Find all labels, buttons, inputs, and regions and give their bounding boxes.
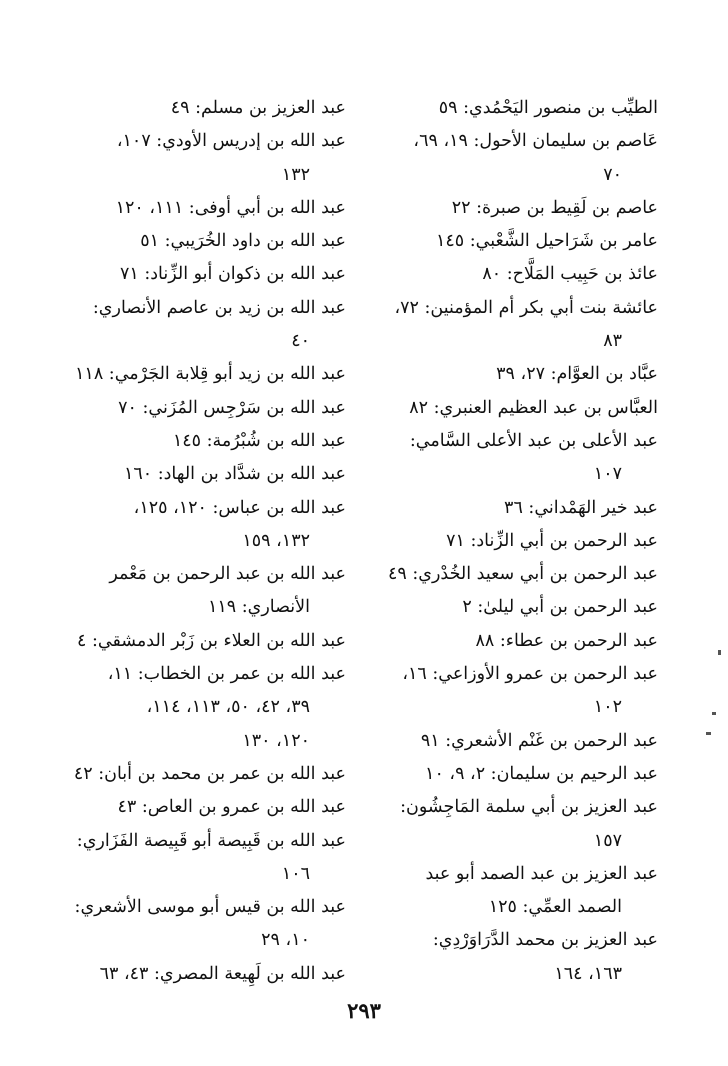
entry-text: الطيِّب بن منصور اليَحْمُدي: ٥٩ [438,98,658,118]
index-entry [64,258,346,291]
entry-continuation: ١٦٣، ١٦٤ [554,963,622,984]
entry-text: عائشة بنت أبي بكر أم المؤمنين: ٧٢، [394,297,658,318]
entry-text: عامر بن شَرَاحيل الشَّعْبي: ١٤٥ [436,231,658,252]
entry-text: عبد الله بن أبي أوفى: ١١١، ١٢٠ [115,197,346,218]
index-column-left [64,92,346,991]
entry-text: عبد الله بن عمرو بن العاص: ٤٣ [117,797,346,818]
index-entry [376,758,658,791]
entry-continuation: ١٣٢، ١٥٩ [242,530,310,551]
entry-continuation: ١٠، ٢٩ [261,930,310,951]
index-entry [376,492,658,525]
entry-text: عبد الله بن العلاء بن زَبْر الدمشقي: ٤ [77,630,346,651]
index-entry [64,458,346,491]
index-entry [64,891,346,958]
entry-text: عبد الرحمن بن غَنْم الأشعري: ٩١ [420,730,658,751]
entry-text: عبد العزيز بن مسلم: ٤٩ [170,98,346,118]
entry-continuation: ١٠٧ [593,464,622,485]
index-entry [376,92,658,125]
entry-text: عبد الله بن داود الخُرَيبي: ٥١ [140,231,346,252]
entry-continuation: ١٠٢ [593,697,622,718]
entry-continuation: ١٠٦ [281,863,310,884]
entry-text: عاصم بن لَقِيط بن صبرة: ٢٢ [451,197,658,218]
index-entry [64,292,346,359]
entry-text: عبد الله بن لَهِيعة المصري: ٤٣، ٦٣ [99,963,346,984]
scan-speck [706,732,711,735]
index-entry [376,658,658,725]
index-entry [64,225,346,258]
entry-continuation: ٨٣ [603,331,622,352]
index-entry [376,258,658,291]
index-entry [64,192,346,225]
index-entry [64,958,346,991]
entry-text: عبَّاد بن العوَّام: ٢٧، ٣٩ [496,364,658,385]
index-entry [376,791,658,858]
index-entry [64,558,346,625]
index-entry [64,125,346,192]
entry-text: عبد الرحيم بن سليمان: ٢، ٩، ١٠ [425,763,658,784]
index-entry [64,658,346,758]
entry-continuation: ١٥٧ [593,830,622,851]
entry-text: عبد الله بن شُبْرُمة: ١٤٥ [172,430,346,451]
index-entry [376,192,658,225]
entry-text: عبد خير الهَمْداني: ٣٦ [504,497,658,518]
entry-continuation: ١٣٢ [281,164,310,185]
index-entry [376,125,658,192]
entry-text: عبد الرحمن بن أبي سعيد الخُدْري: ٤٩ [387,564,658,585]
entry-text: عبد الله بن إدريس الأودي: ١٠٧، [116,131,346,152]
entry-continuation: الأنصاري: ١١٩ [207,597,310,618]
index-entry [64,825,346,892]
entry-text: عبد الرحمن بن أبي الزِّناد: ٧١ [446,530,658,551]
index-entry [64,425,346,458]
index-entry [376,625,658,658]
entry-text: عبد العزيز بن أبي سلمة المَاجِشُون: [400,797,658,818]
scan-speck [718,650,721,655]
entry-continuation: ٧٠ [603,164,622,185]
index-entry [376,392,658,425]
entry-text: عائذ بن حَبِيب المَلَّاح: ٨٠ [482,264,658,285]
index-entry [64,758,346,791]
index-entry [376,425,658,492]
index-entry [376,292,658,359]
entry-text: عبد الله بن عمر بن محمد بن أبان: ٤٢ [73,763,346,784]
entry-text: عبد الله بن قيس أبو موسى الأشعري: [74,897,346,918]
entry-text: عبد الله بن زيد أبو قِلابة الجَرْمي: ١١٨ [75,364,346,385]
index-entry [64,358,346,391]
entry-continuation: ٣٩، ٤٢، ٥٠، ١١٣، ١١٤، [146,697,310,718]
index-entry [64,791,346,824]
page-number: ٢٩٣ [347,998,381,1023]
entry-continuation: الصمد العمِّي: ١٢٥ [488,897,622,918]
entry-continuation: ٤٠ [291,331,310,352]
index-entry [376,725,658,758]
index-entry [376,591,658,624]
index-entry [64,492,346,559]
entry-text: عبد الله بن قَبِيصة أبو قَبِيصة الفَزَاري: [76,830,346,851]
entry-text: عبد الله بن عمر بن الخطاب: ١١، [107,664,346,685]
index-entry [64,92,346,125]
entry-continuation: ١٢٠، ١٣٠ [242,730,310,751]
entry-text: العبَّاس بن عبد العظيم العنبري: ٨٢ [409,397,658,418]
entry-text: عبد الله بن شدَّاد بن الهاد: ١٦٠ [123,464,346,485]
scan-speck [712,712,716,715]
index-entry [64,392,346,425]
entry-text: عبد الرحمن بن عمرو الأوزاعي: ١٦، [402,664,658,685]
index-entry [376,225,658,258]
index-entry [376,525,658,558]
index-entry [376,358,658,391]
entry-text: عبد الله بن سَرْجِس المُزَني: ٧٠ [118,397,346,418]
entry-text: عَاصم بن سليمان الأحول: ١٩، ٦٩، [413,131,658,152]
entry-text: عبد الله بن زيد بن عاصم الأنصاري: [92,297,346,318]
index-entry [376,858,658,925]
entry-text: عبد الله بن ذكوان أبو الزِّناد: ٧١ [119,264,346,285]
index-entry [376,924,658,991]
entry-text: عبد الرحمن بن أبي ليلىٰ: ٢ [462,597,658,618]
index-column-right [376,92,658,991]
entry-text: عبد الأعلى بن عبد الأعلى السَّامي: [409,430,658,451]
entry-text: عبد العزيز بن عبد الصمد أبو عبد [425,863,658,884]
entry-text: عبد الله بن عبد الرحمن بن مَعْمر [109,564,346,585]
index-entry [64,625,346,658]
entry-text: عبد العزيز بن محمد الدَّرَاوَرْدِي: [432,930,658,951]
entry-text: عبد الله بن عباس: ١٢٠، ١٢٥، [133,497,346,518]
entry-text: عبد الرحمن بن عطاء: ٨٨ [475,630,658,651]
index-entry [376,558,658,591]
